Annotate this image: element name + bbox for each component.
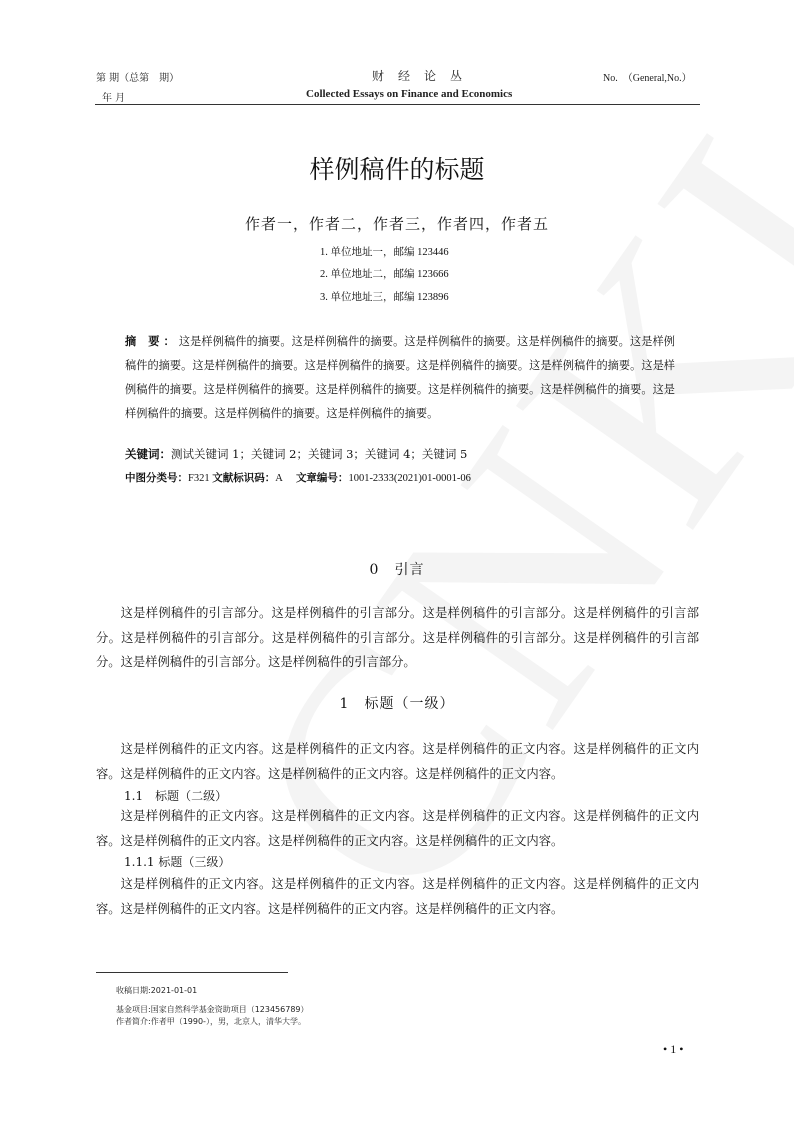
footnote-fund: 基金项目:国家自然科学基金资助项目（123456789） bbox=[116, 1005, 309, 1014]
keywords bbox=[125, 446, 467, 462]
section-1-paragraph: 这是样例稿件的正文内容。这是样例稿件的正文内容。这是样例稿件的正文内容。这是样例稿件的正文内容。这是样例稿件的正文内容。这是样例稿件的正文内容。这是样例稿件的正文内容。 bbox=[96, 742, 699, 781]
abstract-text: 这是样例稿件的摘要。这是样例稿件的摘要。这是样例稿件的摘要。这是样例稿件的摘要。这是样例稿件的摘要。这是样例稿件的摘要。这是样例稿件的摘要。这是样例稿件的摘要。这是样例稿件的摘要。这是样例稿件的摘要。这是样例稿件的摘要。这是样例稿件的摘要。这是样例稿件的摘要。这是样例稿件的摘要。这是样例稿件的摘要。这是样例稿件的摘要。这是样例稿件的摘要。 bbox=[125, 335, 675, 420]
footnote-author-bio: 作者简介:作者甲（1990-），男，北京人，清华大学。 bbox=[116, 1017, 306, 1026]
section-1-1-1-paragraph: 这是样例稿件的正文内容。这是样例稿件的正文内容。这是样例稿件的正文内容。这是样例稿件的正文内容。这是样例稿件的正文内容。这是样例稿件的正文内容。这是样例稿件的正文内容。 bbox=[96, 877, 699, 916]
doc-label: 文献标识码： bbox=[212, 473, 276, 484]
keywords-text: 测试关键词 1；关键词 2；关键词 3；关键词 4；关键词 5 bbox=[171, 447, 468, 461]
clc-label: 中图分类号： bbox=[125, 473, 188, 484]
section-1-1-paragraph: 这是样例稿件的正文内容。这是样例稿件的正文内容。这是样例稿件的正文内容。这是样例稿件的正文内容。这是样例稿件的正文内容。这是样例稿件的正文内容。这是样例稿件的正文内容。 bbox=[96, 809, 699, 848]
doc-value: A bbox=[275, 473, 283, 484]
abstract bbox=[125, 329, 675, 426]
section-heading-1: 1 标题（一级） bbox=[339, 696, 455, 712]
article-value: 1001-2333(2021)01-0001-06 bbox=[348, 473, 471, 484]
header-journal-en: Collected Essays on Finance and Economics bbox=[306, 88, 513, 100]
article-label: 文章编号： bbox=[295, 473, 349, 484]
header-journal-cn: 财经论丛 bbox=[372, 69, 477, 83]
abstract-label: 摘 要： bbox=[125, 334, 179, 348]
header-issue: 第 期（总第 期） bbox=[96, 73, 180, 84]
header-issue-en: No. （General,No.） bbox=[603, 73, 692, 84]
clc-value: F321 bbox=[188, 473, 210, 484]
affiliation-1: 1. 单位地址一，邮编 123446 bbox=[320, 247, 449, 258]
footnote-rule bbox=[96, 972, 288, 973]
section-heading-1-1-1: 1.1.1 标题（三级） bbox=[124, 855, 231, 869]
affiliation-2: 2. 单位地址二，邮编 123666 bbox=[320, 269, 449, 280]
affiliation-3: 3. 单位地址三，邮编 123896 bbox=[320, 292, 449, 303]
page-number: • 1 • bbox=[663, 1042, 684, 1056]
paper-title: 样例稿件的标题 bbox=[309, 155, 485, 184]
section-heading-intro: 0 引言 bbox=[369, 562, 425, 578]
header-rule bbox=[95, 104, 700, 105]
header-date: 年 月 bbox=[102, 93, 126, 104]
classification-line bbox=[125, 470, 471, 485]
author-list: 作者一，作者二，作者三，作者四，作者五 bbox=[244, 215, 549, 233]
keywords-label: 关键词： bbox=[125, 447, 171, 461]
section-heading-1-1: 1.1 标题（二级） bbox=[124, 789, 228, 803]
intro-paragraph: 这是样例稿件的引言部分。这是样例稿件的引言部分。这是样例稿件的引言部分。这是样例稿件的引言部分。这是样例稿件的引言部分。这是样例稿件的引言部分。这是样例稿件的引言部分。这是样例稿件的引言部分。这是样例稿件的引言部分。这是样例稿件的引言部分。 bbox=[96, 606, 699, 669]
footnote-received: 收稿日期:2021-01-01 bbox=[116, 986, 198, 995]
